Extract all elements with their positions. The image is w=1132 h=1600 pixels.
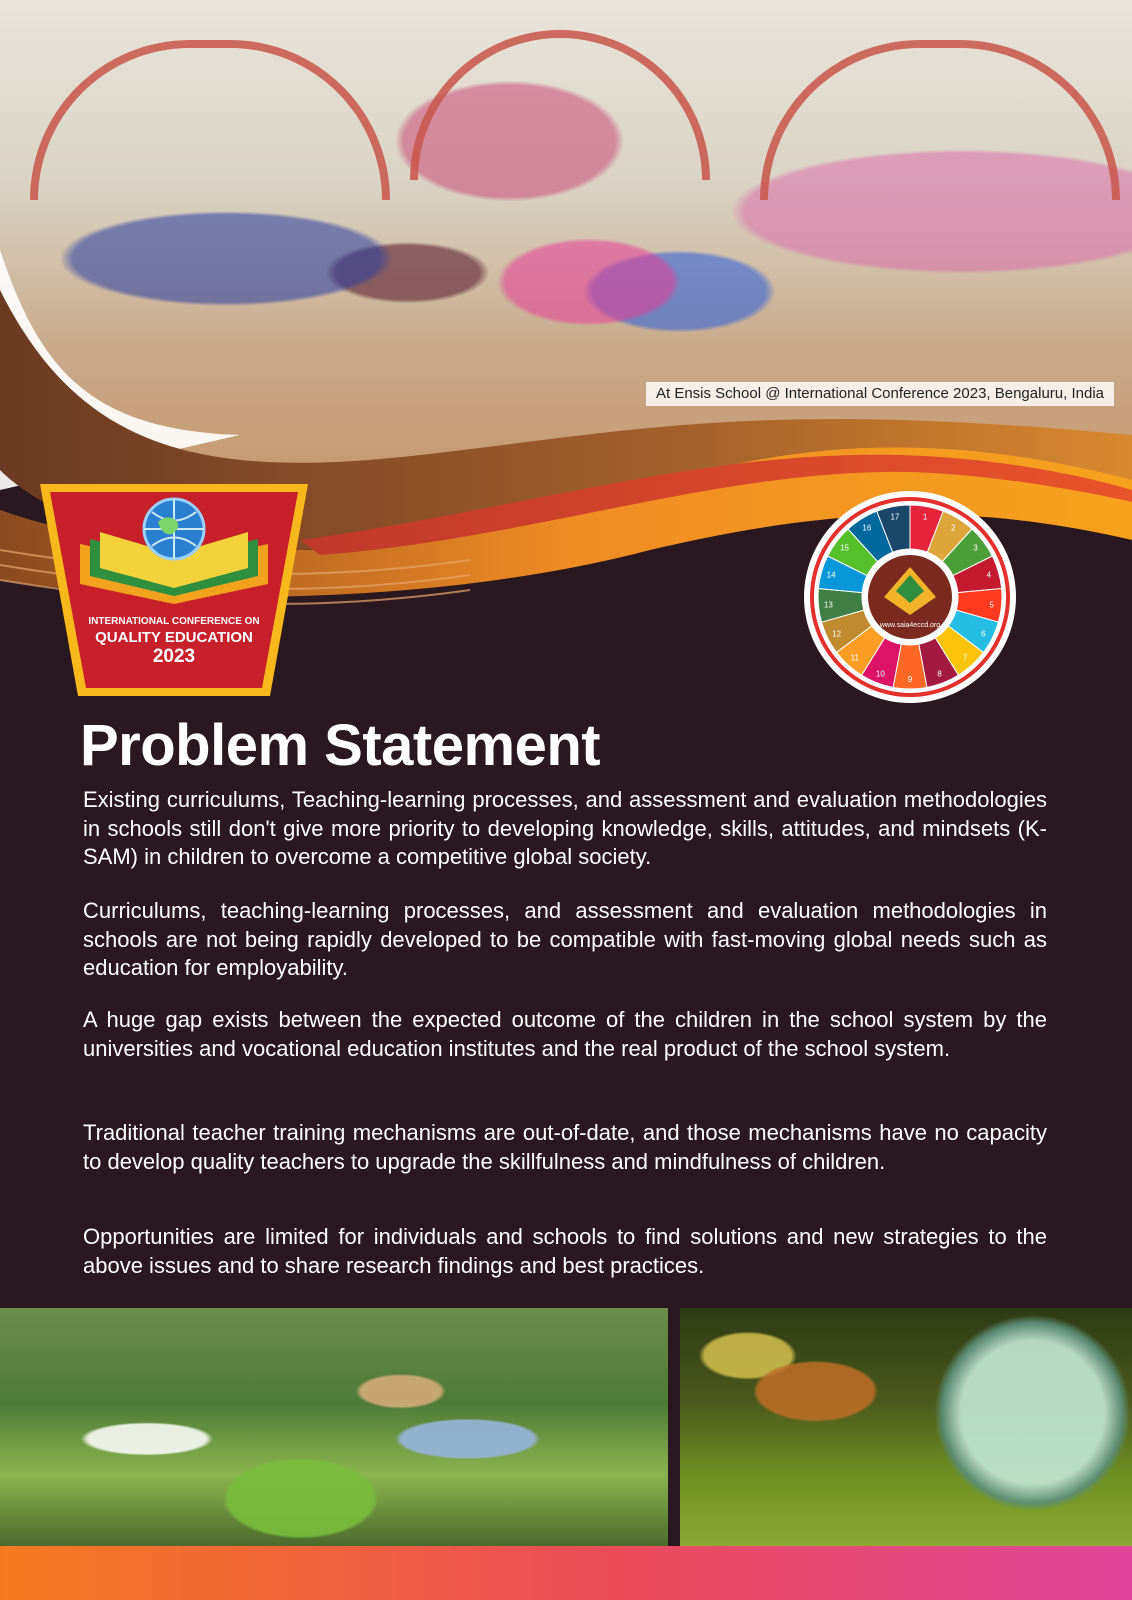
- footer-gradient-bar: [0, 1546, 1132, 1600]
- sdg-number: 4: [986, 570, 992, 580]
- badge-line2: QUALITY EDUCATION: [95, 629, 253, 646]
- paragraph: Traditional teacher training mechanisms are out-of-date, and those mechanisms have no capacity to develop quality teachers to upgrade the skillfulness and mindfulness of children.: [83, 1120, 1047, 1174]
- paragraph: Curriculums, teaching-learning processes, and assessment and evaluation methodologies in schools are not being rapidly developed to be compatible with fast-moving global needs such as education for employability.: [83, 898, 1047, 980]
- sdg-number: 9: [907, 675, 913, 684]
- conference-badge: [40, 484, 308, 696]
- badge-year: 2023: [152, 646, 196, 667]
- sdg-number: 3: [973, 543, 978, 553]
- sdg-number: 7: [963, 653, 968, 663]
- sdg-number: 12: [832, 629, 842, 639]
- sdg-number: 6: [981, 629, 986, 639]
- sdg-number: 17: [890, 512, 900, 522]
- photo-caption: At Ensis School @ International Conference 2023, Bengaluru, India: [646, 382, 1114, 406]
- page-title: Problem Statement: [80, 713, 601, 778]
- sdg-website: www.saia4eccd.org: [879, 622, 941, 629]
- sdg-number: 1: [922, 512, 928, 522]
- paragraph: Existing curriculums, Teaching-learning processes, and assessment and evaluation methodologies in schools still don't give more priority to developing knowledge, skills, attitudes, and mindsets (K-SAM) in children to overcome a competitive global society.: [83, 787, 1047, 869]
- sdg-number: 10: [875, 669, 885, 679]
- children-planting-photo: [0, 1308, 668, 1546]
- sdg-number: 11: [850, 653, 859, 663]
- paragraph: Opportunities are limited for individuals and schools to find solutions and new strategies to the above issues and to share research findings and best practices.: [83, 1224, 1047, 1278]
- sdg-number: 2: [950, 523, 956, 533]
- sdg-number: 5: [989, 600, 994, 610]
- sdg-number: 14: [826, 570, 836, 580]
- badge-line1: INTERNATIONAL CONFERENCE ON: [88, 616, 260, 627]
- glass-globe-photo: [680, 1308, 1132, 1546]
- sdg-number: 8: [937, 669, 942, 679]
- sdg-number: 16: [862, 523, 872, 533]
- paragraph: A huge gap exists between the expected outcome of the children in the school system by the universities and vocational education institutes and the real product of the school system.: [83, 1007, 1047, 1061]
- sdg-number: 13: [823, 600, 833, 610]
- sdg-wheel-logo: [800, 487, 1020, 707]
- sdg-number: 15: [840, 543, 850, 553]
